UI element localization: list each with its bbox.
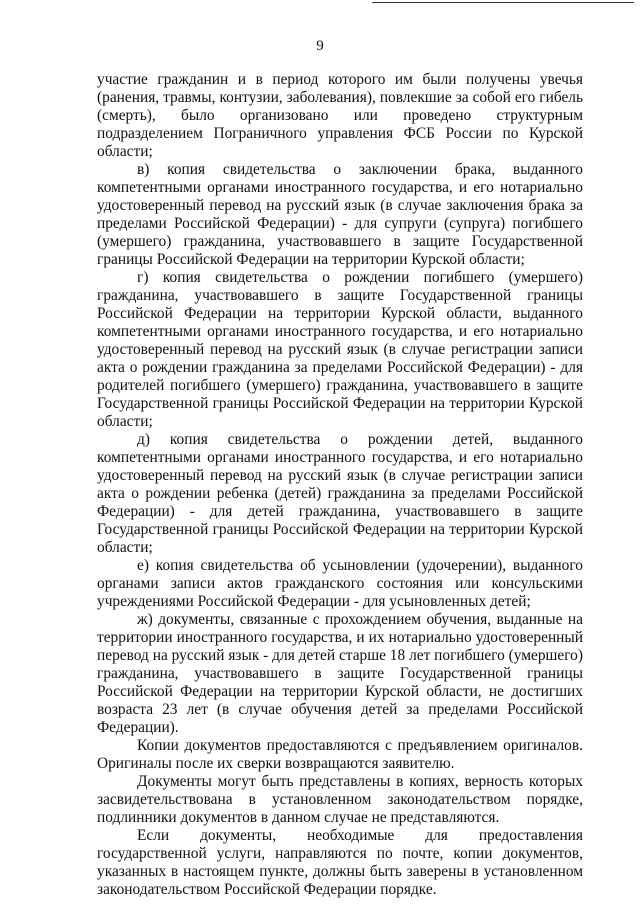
paragraph-postal: Если документы, необходимые для предоставления государственной услуги, направляются по почте, копии документов, указанных в настоящем пункте, должны быть заверены в установленном законодательством Российской Федерации порядке. (97, 827, 583, 898)
paragraph-originals: Копии документов предоставляются с предъявлением оригиналов. Оригиналы после их сверки возвращаются заявителю. (97, 737, 583, 772)
paragraph-item-g: г) копия свидетельства о рождении погибшего (умершего) гражданина, участвовавшего в защите Государственной границы Российской Федерации на территории Курской области, выданного компетентными органами иностранного государства, и его нотариально удостоверенный перевод на русский язык (в случае регистрации записи акта о рождении гражданина за пределами Российской Федерации) - для родителей погибшего (умершего) гражданина, участвовавшего в защите Государственной границы Российской Федерации на территории Курской области; (97, 269, 583, 430)
page-number: 9 (316, 38, 324, 54)
paragraph-copies: Документы могут быть представлены в копиях, верность которых засвидетельствована в установленном законодательством порядке, подлинники документов в данном случае не представляются. (97, 773, 583, 826)
paragraph-item-v: в) копия свидетельства о заключении брака, выданного компетентными органами иностранного государства, и его нотариально удостоверенный перевод на русский язык (в случае заключения брака за пределами Российской Федерации) - для супруги (супруга) погибшего (умершего) гражданина, участвовавшего в защите Государственной границы Российской Федерации на территории Курской области; (97, 161, 583, 268)
paragraph-item-zh: ж) документы, связанные с прохождением обучения, выданные на территории иностранного государства, и их нотариально удостоверенный перевод на русский язык - для детей старше 18 лет погибшего (умершего) гражданина, участвовавшего в защите Государственной границы Российской Федерации на территории Курской области, не достигших возраста 23 лет (в случае обучения детей за пределами Российской Федерации). (97, 611, 583, 736)
top-rule (372, 2, 634, 3)
paragraph-item-d: д) копия свидетельства о рождении детей, выданного компетентными органами иностранного государства, и его нотариально удостоверенный перевод на русский язык (в случае регистрации записи акта о рождении ребенка (детей) гражданина за пределами Российской Федерации) - для детей гражданина, участвовавшего в защите Государственной границы Российской Федерации на территории Курской области; (97, 431, 583, 556)
paragraph-continuation: участие гражданин и в период которого им были получены увечья (ранения, травмы, контузии, заболевания), повлекшие за собой его гибель (смерть), было организовано или проведено структурным подразделением Пограничного управления ФСБ России по Курской области; (97, 71, 583, 160)
page-body (97, 71, 583, 899)
paragraph-item-e: е) копия свидетельства об усыновлении (удочерении), выданного органами записи актов гражданского состояния или консульскими учреждениями Российской Федерации - для усыновленных детей; (97, 557, 583, 610)
